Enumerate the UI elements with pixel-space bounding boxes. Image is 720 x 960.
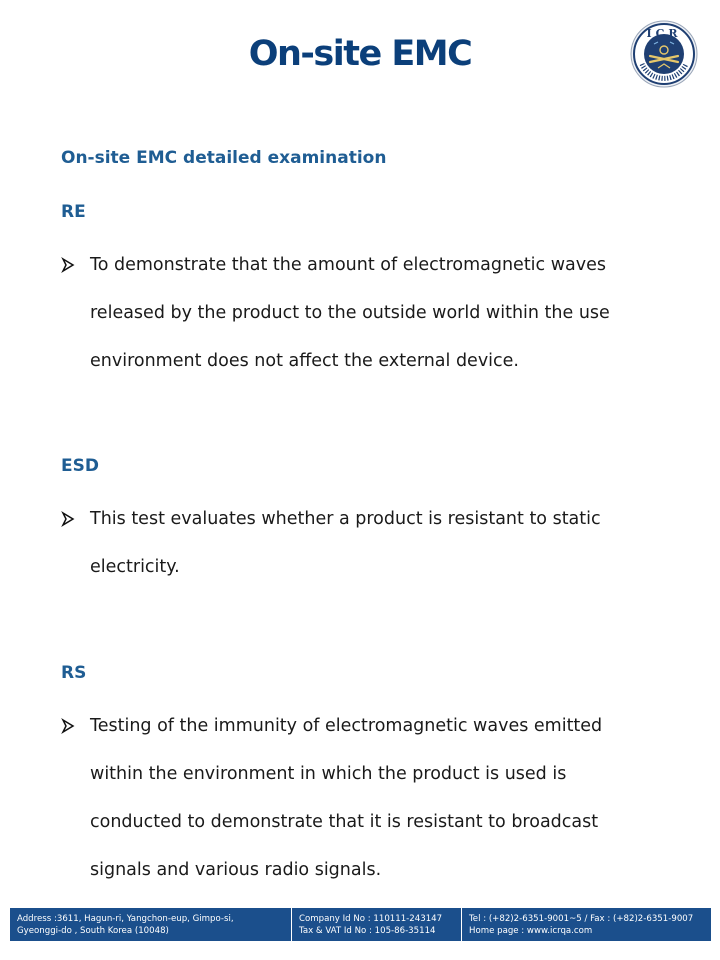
re-heading: RE	[61, 202, 86, 222]
arrowhead-bullet-icon	[60, 714, 76, 738]
footer-address-line-1: Address :3611, Hagun-ri, Yangchon-eup, Gimpo-si,	[17, 913, 234, 924]
footer-contact-line-1: Tel : (+82)2-6351-9001~5 / Fax : (+82)2-6351-9007	[469, 913, 694, 924]
footer-bar	[10, 908, 711, 941]
rs-bullet	[60, 714, 660, 889]
rs-line-3: conducted to demonstrate that it is resistant to broadcast	[90, 812, 599, 832]
re-line-3: environment does not affect the external device.	[90, 351, 519, 371]
rs-heading: RS	[61, 663, 87, 683]
footer-company-line-2: Tax & VAT Id No : 105-86-35114	[299, 925, 436, 936]
footer-company-ids	[291, 908, 461, 941]
arrowhead-bullet-icon	[60, 507, 76, 531]
re-line-1: To demonstrate that the amount of electromagnetic waves	[90, 255, 607, 275]
footer-address-line-2: Gyeonggi-do , South Korea (10048)	[17, 925, 169, 936]
section-heading: On-site EMC detailed examination	[61, 148, 387, 168]
arrowhead-bullet-icon	[60, 253, 76, 277]
icr-logo	[630, 20, 698, 88]
rs-line-2: within the environment in which the product is used is	[90, 764, 567, 784]
logo-letters: ICR	[646, 27, 682, 40]
footer-address	[10, 908, 291, 941]
esd-line-1: This test evaluates whether a product is resistant to static	[90, 509, 601, 529]
re-bullet	[60, 253, 660, 383]
rs-line-4: signals and various radio signals.	[90, 860, 382, 880]
icr-seal-icon	[630, 20, 698, 88]
footer-company-line-1: Company Id No : 110111-243147	[299, 913, 443, 924]
rs-line-1: Testing of the immunity of electromagnetic waves emitted	[90, 716, 603, 736]
footer-contact	[461, 908, 711, 941]
page-title: On-site EMC	[248, 34, 472, 74]
footer-contact-line-2: Home page : www.icrqa.com	[469, 925, 593, 936]
esd-bullet	[60, 507, 660, 587]
esd-heading: ESD	[61, 456, 99, 476]
esd-line-2: electricity.	[90, 557, 180, 577]
re-line-2: released by the product to the outside world within the use	[90, 303, 610, 323]
